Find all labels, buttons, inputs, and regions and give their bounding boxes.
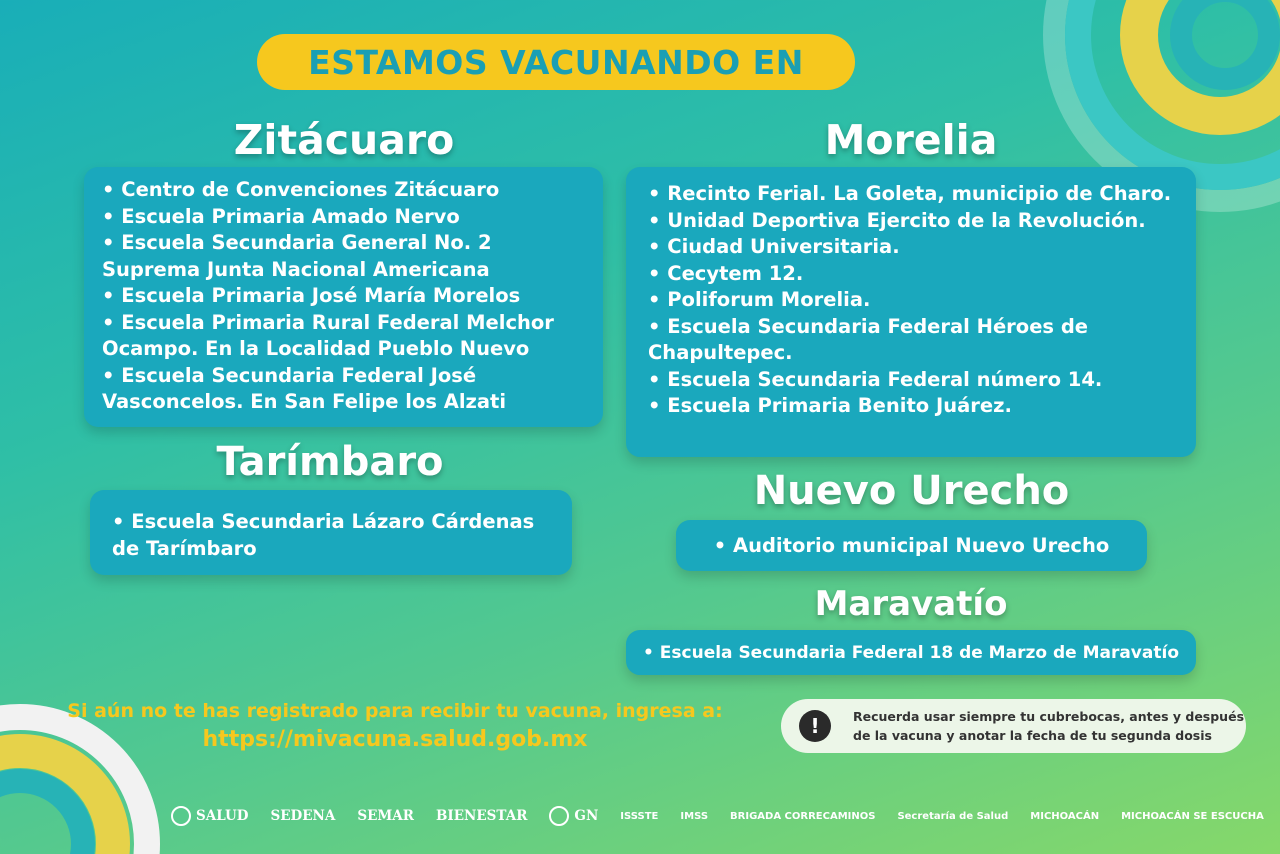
location-list-maravatio [626,630,1196,675]
list-item: • Escuela Primaria Amado Nervo [102,204,593,231]
city-title-zitacuaro: Zitácuaro [233,116,455,164]
reminder-text: Recuerda usar siempre tu cubrebocas, antes y después de la vacuna y anotar la fecha de tu segunda dosis [853,709,1245,743]
logo-michoacan: MICHOACÁN [1030,810,1100,822]
list-item: • Centro de Convenciones Zitácuaro [102,177,593,204]
list-item: • Unidad Deportiva Ejercito de la Revolución. [648,208,1186,235]
location-list-tarimbaro [90,490,572,575]
list-item: • Escuela Secundaria Federal José Vasconcelos. En San Felipe los Alzati [102,363,593,416]
list-item: • Escuela Secundaria Lázaro Cárdenas de Tarímbaro [112,509,560,562]
page-title: ESTAMOS VACUNANDO EN [308,42,804,82]
city-title-tarimbaro: Tarímbaro [216,439,444,485]
location-list-zitacuaro [84,167,603,427]
reminder-pill [781,699,1246,753]
logo-michoacan-se-escucha: MICHOACÁN SE ESCUCHA [1121,810,1264,822]
logo-bienestar: BIENESTAR [436,808,528,824]
list-item: • Escuela Secundaria Federal 18 de Marzo de Maravatío [643,643,1179,663]
list-item: • Poliforum Morelia. [648,287,1186,314]
logo-brigada-correcaminos: BRIGADA CORRECAMINOS [730,810,876,822]
logo-semar: SEMAR [357,808,415,824]
list-item: • Recinto Ferial. La Goleta, municipio de Charo. [648,181,1186,208]
city-title-nuevo-urecho: Nuevo Urecho [753,468,1070,514]
logo-gn: GN [538,801,609,831]
gn-seal-icon [549,806,569,826]
list-item: • Auditorio municipal Nuevo Urecho [714,534,1110,557]
logo-issste: ISSSTE [620,810,659,822]
list-item: • Escuela Secundaria Federal Héroes de Chapultepec. [648,314,1186,367]
list-item: • Escuela Primaria José María Morelos [102,283,593,310]
list-item: • Escuela Secundaria General No. 2 Suprema Junta Nacional Americana [102,230,593,283]
list-item: • Escuela Primaria Rural Federal Melchor Ocampo. En la Localidad Pueblo Nuevo [102,310,593,363]
list-item: • Ciudad Universitaria. [648,234,1186,261]
footer-logos [160,796,1264,836]
registration-text: Si aún no te has registrado para recibir tu vacuna, ingresa a: [67,700,723,722]
location-list-morelia [626,167,1196,457]
list-item: • Cecytem 12. [648,261,1186,288]
list-item: • Escuela Secundaria Federal número 14. [648,367,1186,394]
location-list-nuevo-urecho [676,520,1147,571]
logo-imss: IMSS [680,810,709,822]
exclamation-icon: ! [799,710,831,742]
header-banner [257,34,855,90]
city-title-morelia: Morelia [824,116,998,164]
city-title-maravatio: Maravatío [814,584,1008,624]
registration-callout [30,697,760,755]
logo-sedena: SEDENA [270,808,336,824]
logo-secretaria-salud: Secretaría de Salud [897,810,1009,822]
logo-salud: SALUD [160,801,259,831]
registration-link[interactable]: https://mivacuna.salud.gob.mx [202,727,588,752]
salud-seal-icon [171,806,191,826]
list-item: • Escuela Primaria Benito Juárez. [648,393,1186,420]
